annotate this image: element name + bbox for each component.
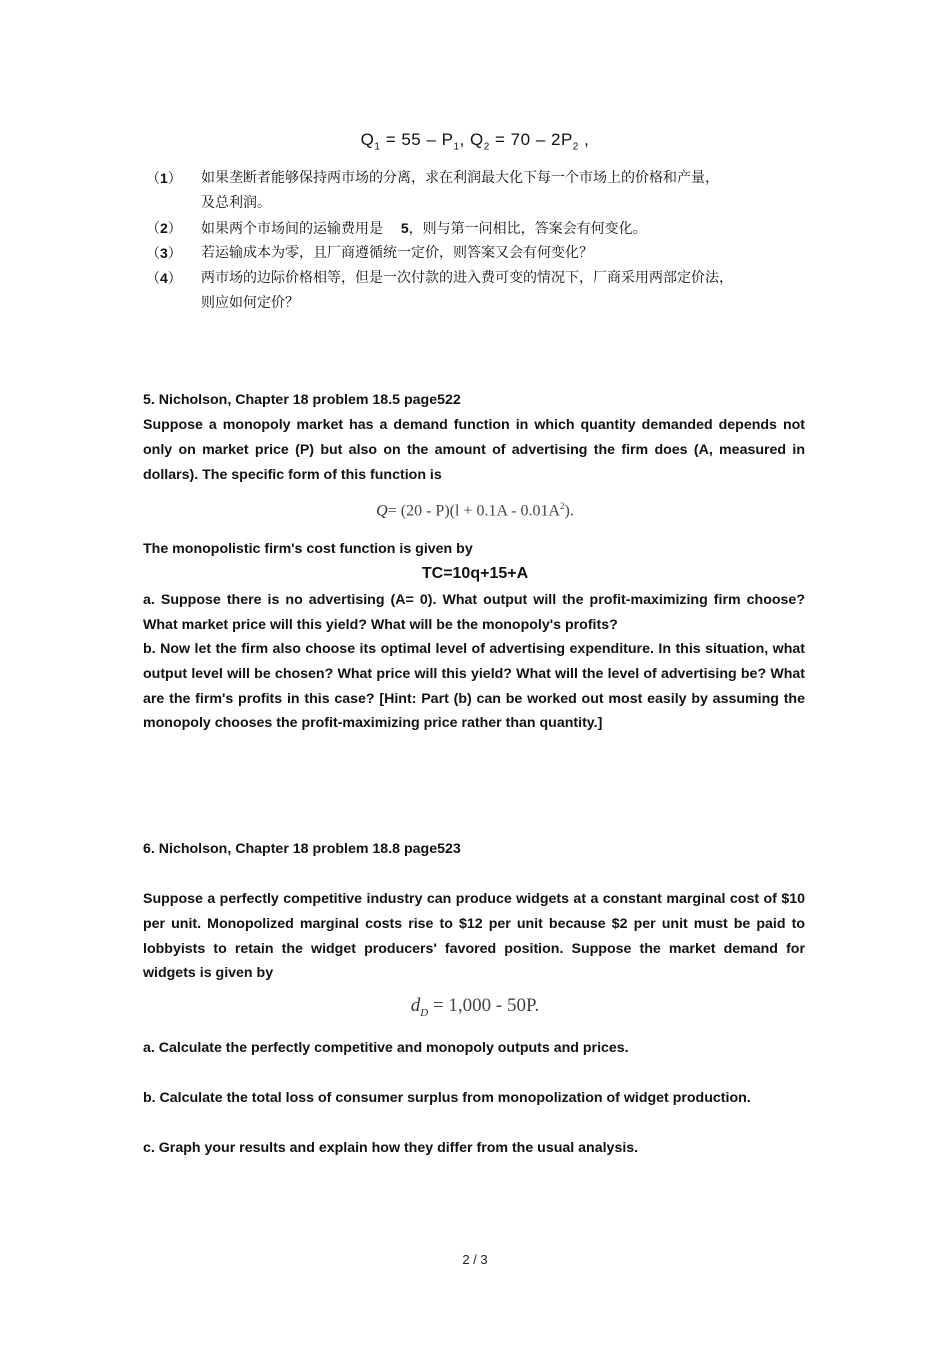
cn-question-number: （2） bbox=[146, 220, 182, 237]
page-number: 2 / 3 bbox=[462, 1252, 488, 1267]
problem6-part-c: c. Graph your results and explain how they differ from the usual analysis. bbox=[143, 1140, 639, 1156]
eq-q2-sub: 2 bbox=[483, 141, 490, 153]
eq-p2-sub: 2 bbox=[572, 141, 579, 153]
cn-question-number: （4） bbox=[146, 270, 182, 287]
problem5-heading: 5. Nicholson, Chapter 18 problem 18.5 page522 bbox=[143, 392, 461, 408]
eq-d-symbol: d bbox=[410, 995, 421, 1016]
eq-sep: , Q bbox=[459, 130, 484, 149]
eq-part1: = 55 – P bbox=[385, 130, 454, 149]
problem5-part-b: b. Now let the firm also choose its optimal level of advertising expenditure. In this situation, what output level will be chosen? What price will this yield? What will the level of advertising be? What are the firm's profits in this case? [Hint: Part (b) can be worked out most easily by assuming the monopoly chooses the profit-maximizing price rather than quantity.] bbox=[143, 641, 805, 732]
eq-exponent: 2 bbox=[560, 501, 565, 511]
cn-question-4 bbox=[146, 266, 746, 316]
cn-question-2 bbox=[146, 216, 746, 241]
problem6-part-b: b. Calculate the total loss of consumer surplus from monopolization of widget production. bbox=[143, 1090, 751, 1106]
demand-equations bbox=[0, 130, 950, 152]
eq-q1-sub: 1 bbox=[374, 141, 381, 153]
eq-q-symbol: Q bbox=[376, 502, 388, 520]
problem5-intro: Suppose a monopoly market has a demand function in which quantity demanded depends not only on market price (P) but also on the amount of advertising the firm does (A, measured in dollars). The specific form of this function is bbox=[143, 417, 805, 483]
cn-question-text: 如果两个市场间的运输费用是 5，则与第一问相比，答案会有何变化。 bbox=[201, 220, 647, 237]
transport-cost-value: 5 bbox=[400, 220, 409, 236]
eq-body: = 1,000 - 50P. bbox=[432, 995, 540, 1016]
cn-question-3 bbox=[146, 241, 746, 266]
cn-question-number: （1） bbox=[146, 170, 182, 187]
eq-d-subscript: D bbox=[420, 1006, 429, 1019]
eq-p1-sub: 1 bbox=[453, 141, 460, 153]
cn-question-text: 如果垄断者能够保持两市场的分离，求在利润最大化下每一个市场上的价格和产量，及总利润。 bbox=[201, 170, 719, 211]
problem6-demand-equation bbox=[0, 995, 950, 1019]
eq-q1: Q bbox=[360, 130, 375, 149]
problem5-part-a: a. Suppose there is no advertising (A= 0). What output will the profit-maximizing firm choose? What market price will this yield? What will be the monopoly's profits? bbox=[143, 592, 805, 633]
eq-tail: , bbox=[584, 130, 590, 149]
eq-part2: = 70 – 2P bbox=[495, 130, 573, 149]
eq-end: ). bbox=[564, 502, 574, 520]
cn-question-text: 两市场的边际价格相等，但是一次付款的进入费可变的情况下，厂商采用两部定价法，则应如何定价？ bbox=[201, 270, 733, 311]
problem5-demand-equation bbox=[0, 501, 950, 520]
problem5-cost-function: TC=10q+15+A bbox=[421, 565, 529, 582]
cn-question-1 bbox=[146, 166, 746, 216]
cn-question-text: 若运输成本为零，且厂商遵循统一定价，则答案又会有何变化？ bbox=[201, 245, 593, 261]
problem5-cost-intro: The monopolistic firm's cost function is given by bbox=[143, 541, 473, 557]
cn-question-number: （3） bbox=[146, 245, 182, 262]
problem6-heading: 6. Nicholson, Chapter 18 problem 18.8 page523 bbox=[143, 841, 461, 857]
eq-body: = (20 - P)(l + 0.1A - 0.01A bbox=[387, 502, 560, 520]
problem6-part-a: a. Calculate the perfectly competitive and monopoly outputs and prices. bbox=[143, 1040, 629, 1056]
problem6-intro: Suppose a perfectly competitive industry can produce widgets at a constant marginal cost of $10 per unit. Monopolized marginal costs rise to $12 per unit because $2 per unit must be paid to lobbyists to retain the widget producers' favored position. Suppose the market demand for widgets is given by bbox=[143, 891, 805, 982]
